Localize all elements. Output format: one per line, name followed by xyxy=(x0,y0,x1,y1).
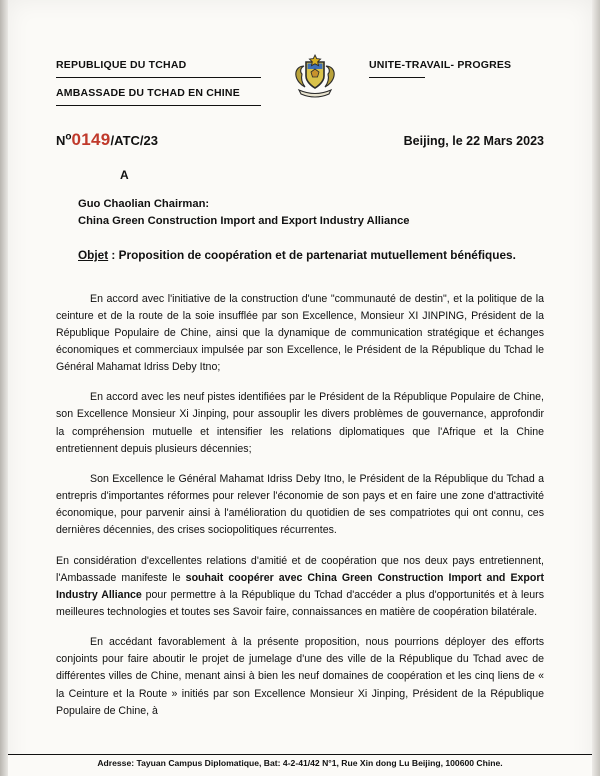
embassy-name: AMBASSADE DU TCHAD EN CHINE xyxy=(56,87,240,100)
reference-number-block xyxy=(56,130,158,150)
body-paragraph-3: Son Excellence le Général Mahamat Idriss Deby Itno, le Président de la République du Tchad a entrepris d'importantes réformes pour relever l'économie de son pays et en faire une zone d'attractivité économique, pour parvenir ainsi à l'amélioration du quotidien de ses compatriotes qui ont connu, ces dernières décennies, des crises sociopolitiques récurrentes. xyxy=(56,472,544,537)
reference-prefix-superscript: o xyxy=(65,132,72,144)
letterhead-left xyxy=(56,52,261,114)
reference-number: 0149 xyxy=(71,130,111,150)
footer-address: Adresse: Tayuan Campus Diplomatique, Bat: 4-2-41/42 N°1, Rue Xin dong Lu Beijing, 100600 Chine. xyxy=(8,754,592,776)
subject-label: Objet xyxy=(78,247,109,262)
reference-line xyxy=(56,130,544,150)
body-paragraph-4-emphasis: souhait coopérer avec China Green Construction Import and Export Industry Alliance xyxy=(56,571,544,601)
body-paragraph-4 xyxy=(56,553,544,622)
body-paragraph-5: En accédant favorablement à la présente proposition, nous pourrions déployer des efforts conjoints pour faire aboutir le projet de jumelage d'une des ville de la République du Tchad avec de différentes villes de Chine, menant ainsi à bien les neuf domaines de coopération et les cinq liens de « la Ceinture et la Route » initiés par son Excellence Monsieur Xi Jinping, Président de la République Populaire de Chine, à xyxy=(56,636,544,717)
recipient-organization: China Green Construction Import and Export Industry Alliance xyxy=(78,214,410,227)
letter-body xyxy=(56,291,544,720)
reference-prefix: N xyxy=(56,133,66,149)
body-paragraph-4-part2: pour permettre à la République du Tchad d'accéder a plus d'opportunités et à leurs meilleures technologies et toutes ses Savoir faire, connaissances en matière de coopération bilatérale. xyxy=(56,588,544,618)
to-label: A xyxy=(120,168,129,183)
chad-coat-of-arms-icon xyxy=(287,52,343,100)
letterhead xyxy=(56,52,544,114)
reference-suffix: /ATC/23 xyxy=(110,133,158,149)
subject-text: : Proposition de coopération et de partenariat mutuellement bénéfiques. xyxy=(108,247,516,262)
recipient-name: Guo Chaolian Chairman: xyxy=(78,198,210,211)
subject-line xyxy=(78,247,518,265)
letterhead-right xyxy=(369,52,544,86)
letterhead-left-rule-2 xyxy=(56,105,261,106)
country-name: REPUBLIQUE DU TCHAD xyxy=(56,59,187,71)
letterhead-right-rule xyxy=(369,77,425,78)
body-paragraph-2: En accord avec les neuf pistes identifiées par le Président de la République Populaire de Chine, son Excellence Monsieur Xi Jinping, pour assouplir les divers problèmes de gouvernance, approfondir la compréhension mutuelle et intensifier les relations diplomatiques que l'Afrique et la Chine entretiennent depuis plusieurs décennies; xyxy=(56,391,544,455)
body-paragraph-4-part1: En considération d'excellentes relations d'amitié et de coopération que nos deux pays entretiennent, l'Ambassade manifeste le xyxy=(56,554,544,584)
motto: UNITE-TRAVAIL- PROGRES xyxy=(369,59,512,71)
place-and-date: Beijing, le 22 Mars 2023 xyxy=(403,134,544,149)
addressee-block xyxy=(78,196,544,228)
body-paragraph-1: En accord avec l'initiative de la construction d'une "communauté de destin", et la politique de la ceinture et de la route de la soie insufflée par son Excellence, Monsieur XI JINPING, Président de la République Populaire de Chine, ainsi que la dynamique de communication stratégique et échanges économiques et commerciaux impulsée par son Excellence, le Président de la République du Tchad le Général Mahamat Idriss Deby Itno; xyxy=(56,292,544,374)
letterhead-left-rule-1 xyxy=(56,77,261,78)
